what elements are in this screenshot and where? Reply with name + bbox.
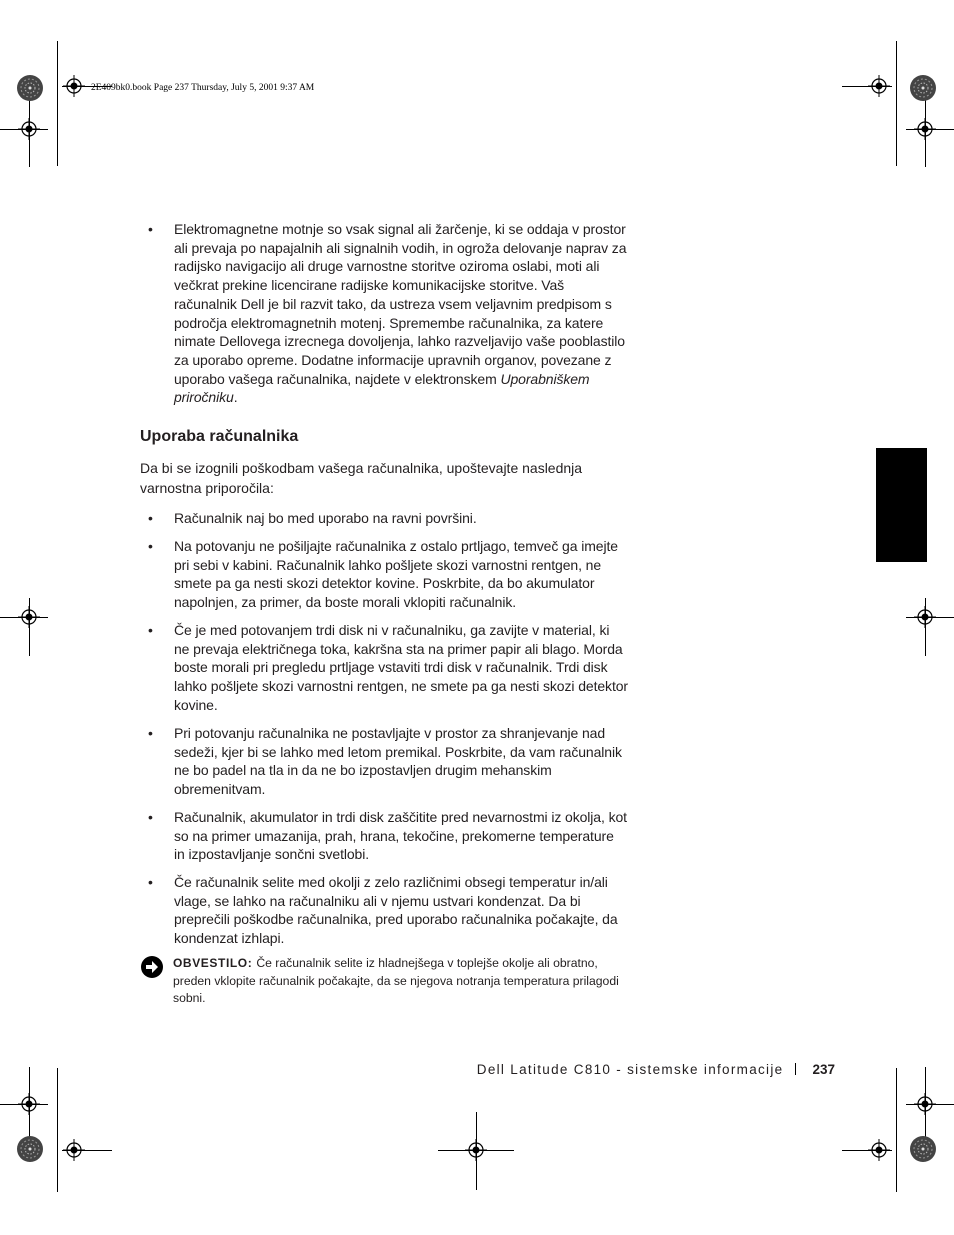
crop-mark [896,1068,897,1192]
registration-mark-icon [914,1093,936,1115]
bullet-icon: • [148,622,153,638]
manual-reference: Uporabniškem priročniku [174,370,590,406]
list-item-body: Elektromagnetne motnje so vsak signal ali žarčenje, ki se oddaja v prostor ali prevaja po napajalnih ali signalnih vodih, in ogroža delovanje naprav za radijsko navigacijo ali druge varnostne storitve oziroma oslabi, moti ali večkrat prekine licencirane radijske komunikacijske storitve. Vaš računalnik Dell je bil razvit tako, da ustreza vsem veljavnim predpisom s področja elektromagnetnih motenj. Spremembe računalnika, za katere nimate Dellovega izrecnega dovoljenja, lahko razveljavijo vaše pooblastilo za uporabo opreme. Dodatne informacije upravnih organov, povezane z uporabo vašega računalnika, najdete v elektronskem [174,221,627,387]
registration-mark-icon [63,75,85,97]
list-item [148,724,628,799]
notice-text [173,955,620,1008]
list-item-text: Računalnik, akumulator in trdi disk zaščitite pred nevarnostmi iz okolja, kot so na primer umazanija, prah, hrana, tekočine, prekomerne temperature in izpostavljanje sončni svetlobi. [174,809,627,863]
page-footer [477,1062,835,1077]
list-item-tail: . [233,389,238,406]
registration-mark-icon [914,606,936,628]
page-number: 237 [812,1062,835,1077]
notice-box [140,955,620,1008]
registration-mark-icon [868,75,890,97]
section-heading: Uporaba računalnika [140,428,299,445]
list-item-text: Če računalnik selite med okolji z zelo različnimi obsegi temperatur in/ali vlage, se lahko na računalniku ali v njemu ustvari kondenzat. Da bi preprečili poškodbe računalnika, pred uporabo računalnika počakajte, da kondenzat izhlapi. [174,874,618,947]
list-item [148,621,628,715]
list-item [148,873,628,948]
crop-mark [57,41,58,166]
list-item [148,808,628,864]
registration-mark-icon [18,606,40,628]
list-item [148,537,628,612]
registration-mark-icon [18,118,40,140]
color-rosette-icon [16,1135,44,1163]
intro-paragraph: Da bi se izognili poškodbam vašega računalnika, upoštevajte naslednja varnostna priporočila: [140,460,583,496]
list-item [148,509,628,528]
notice-label: OBVESTILO: [173,956,253,970]
bullet-icon: • [148,221,153,237]
bullet-icon: • [148,809,153,825]
color-rosette-icon [16,74,44,102]
footer-separator [795,1063,796,1075]
list-item [148,220,628,407]
bullet-icon: • [148,874,153,890]
notice-arrow-icon [140,955,164,979]
list-item-text [174,220,628,407]
notice-body: Če računalnik selite iz hladnejšega v toplejše okolje ali obratno, preden vklopite računalnik počakajte, da se njegova notranja temperatura prilagodi sobni. [173,956,619,1005]
list-item-text: Če je med potovanjem trdi disk ni v računalniku, ga zavijte v material, ki ne prevaja električnega toka, kakršna sta na primer papir ali blago. Morda boste morali pri pregledu prtljage vstaviti trdi disk v računalnik. Trdi disk lahko pošljete skozi varnostni rentgen, ne smete pa ga nesti skozi detektor kovine. [174,622,628,713]
footer-title: Dell Latitude C810 - sistemske informacije [476,1062,784,1077]
bullet-icon: • [148,510,153,526]
print-header: 2E409bk0.book Page 237 Thursday, July 5, 2001 9:37 AM [91,83,315,93]
crop-mark [896,41,897,166]
list-item-text: Računalnik naj bo med uporabo na ravni površini. [174,510,477,526]
color-rosette-icon [909,74,937,102]
registration-mark-icon [914,118,936,140]
registration-mark-icon [63,1139,85,1161]
chapter-thumb-tab [876,448,927,562]
crop-mark [57,1068,58,1192]
list-item-text: Pri potovanju računalnika ne postavljajte v prostor za shranjevanje nad sedeži, kjer bi se lahko med letom premikal. Poskrbite, da vam računalnik ne bo padel na tla in da ne bo izpostavljen drugim mehanskim obremenitvam. [174,725,622,798]
registration-mark-icon [18,1093,40,1115]
bullet-icon: • [148,538,153,554]
registration-mark-icon [868,1139,890,1161]
bullet-icon: • [148,725,153,741]
registration-mark-icon [465,1139,487,1161]
color-rosette-icon [909,1135,937,1163]
list-item-text: Na potovanju ne pošiljajte računalnika z ostalo prtljago, temveč ga imejte pri sebi v kabini. Računalnik lahko pošljete skozi varnostni rentgen, ne smete pa ga nesti skozi detektor kovine. Poskrbite, da bo akumulator napolnjen, za primer, da boste morali vklopiti računalnik. [174,538,618,611]
